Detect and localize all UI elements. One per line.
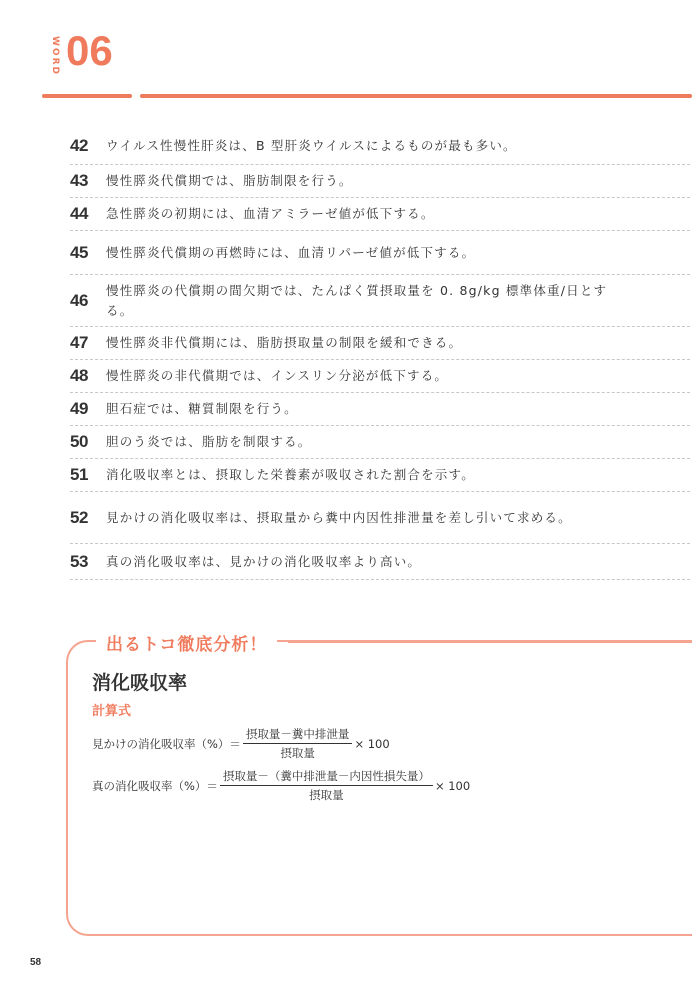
formula-rhs: × 100 (434, 778, 471, 793)
question-text: 真の消化吸収率は、見かけの消化吸収率より高い。 (106, 553, 422, 569)
question-text: 慢性膵炎代償期の再燃時には、血清リパーゼ値が低下する。 (106, 244, 476, 260)
formula-rhs: × 100 (354, 736, 390, 751)
question-text: 慢性膵炎の代償期の間欠期では、たんぱく質摂取量を 0. 8g/kg 標準体重/日とする。 (106, 282, 608, 318)
fraction-denominator: 摂取量 (280, 746, 315, 760)
question-number: 45 (70, 242, 88, 262)
formula-apparent (92, 726, 390, 761)
topic-heading: 消化吸収率 (92, 672, 188, 694)
question-number: 46 (70, 290, 88, 310)
question-list (70, 127, 690, 580)
question-text: 消化吸収率とは、摂取した栄養素が吸収された割合を示す。 (106, 467, 475, 482)
formula-true (92, 768, 470, 803)
question-item (70, 360, 690, 393)
question-number: 47 (70, 333, 88, 352)
question-text: ウイルス性慢性肝炎は、B 型肝炎ウイルスによるものが最も多い。 (106, 137, 517, 153)
question-number: 52 (70, 507, 88, 527)
question-item (70, 198, 690, 231)
question-item (70, 275, 690, 327)
fraction-denominator: 摂取量 (309, 788, 344, 802)
question-item (70, 165, 690, 198)
question-text: 慢性膵炎非代償期には、脂肪摂取量の制限を緩和できる。 (106, 335, 463, 350)
header-rule-left (42, 94, 132, 98)
question-text: 急性膵炎の初期には、血清アミラーゼ値が低下する。 (106, 206, 435, 221)
question-number: 48 (70, 366, 88, 385)
formula-lhs: 真の消化吸収率（%）＝ (92, 778, 218, 793)
question-number: 42 (70, 135, 88, 155)
question-text: 胆のう炎では、脂肪を制限する。 (106, 434, 312, 449)
question-number: 49 (70, 399, 88, 418)
word-label: WORD (50, 36, 60, 76)
question-text: 胆石症では、糖質制限を行う。 (106, 401, 298, 416)
fraction (220, 768, 433, 803)
analysis-title-rule (288, 641, 692, 643)
question-item (70, 127, 690, 165)
page-number: 58 (30, 957, 42, 968)
question-text: 慢性膵炎代償期では、脂肪制限を行う。 (106, 173, 353, 188)
formula-lhs: 見かけの消化吸収率（%）＝ (92, 736, 241, 751)
question-text: 慢性膵炎の非代償期では、インスリン分泌が低下する。 (106, 368, 449, 383)
question-item (70, 492, 690, 544)
question-item (70, 459, 690, 492)
fraction-numerator: 摂取量－糞中排泄量 (243, 726, 353, 744)
formula-label: 計算式 (92, 704, 132, 719)
fraction-numerator: 摂取量－（糞中排泄量－内因性損失量） (220, 768, 433, 786)
analysis-title: 出るトコ徹底分析！ (96, 630, 277, 655)
question-item (70, 426, 690, 459)
question-number: 51 (70, 465, 88, 484)
word-number: 06 (66, 27, 113, 74)
question-number: 43 (70, 171, 88, 190)
question-number: 50 (70, 432, 88, 451)
question-item (70, 231, 690, 275)
fraction (243, 726, 353, 761)
header-rule-right (140, 94, 692, 98)
question-number: 44 (70, 204, 88, 223)
question-number: 53 (70, 551, 88, 571)
question-item (70, 544, 690, 580)
question-text: 見かけの消化吸収率は、摂取量から糞中内因性排泄量を差し引いて求める。 (106, 509, 572, 525)
question-item (70, 393, 690, 426)
question-item (70, 327, 690, 360)
